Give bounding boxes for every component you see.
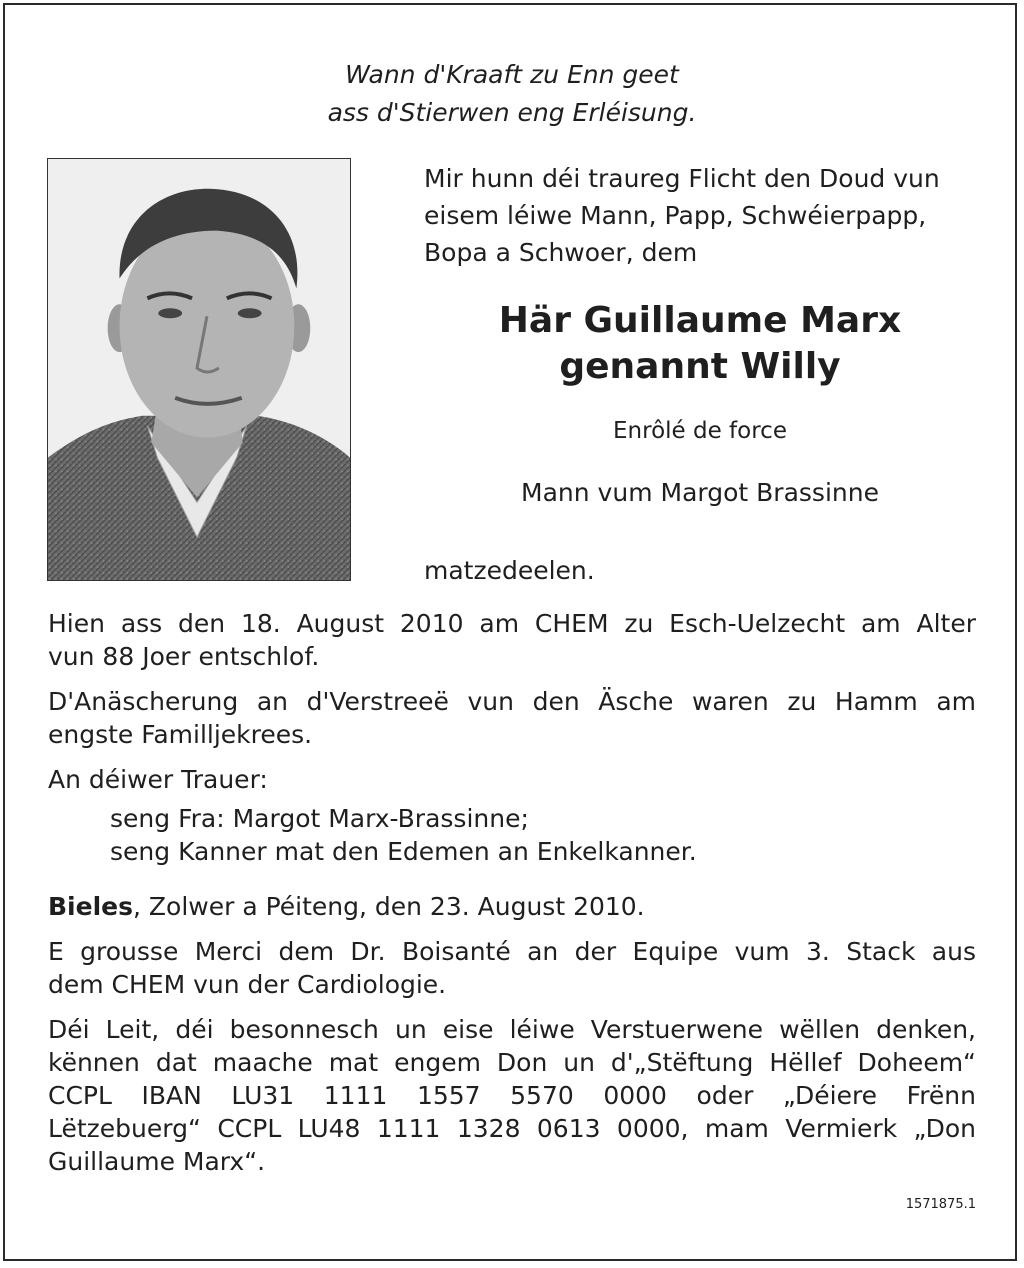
deceased-name: Här Guillaume Marx — [498, 300, 902, 341]
cremation-paragraph — [48, 685, 976, 751]
place-name: Bieles — [48, 892, 133, 921]
intro-line-3: Bopa a Schwoer, dem — [424, 238, 698, 267]
donation-line-3: CCPL IBAN LU31 1111 1557 5570 0000 oder „Déiere Frënn — [48, 1081, 976, 1110]
motto-line-1: Wann d'Kraaft zu Enn geet — [345, 60, 679, 89]
thanks-paragraph — [48, 935, 976, 1001]
donation-line-4: Lëtzebuerg“ CCPL LU48 1111 1328 0613 0000, mam Vermierk „Don — [48, 1114, 976, 1143]
notice-body — [48, 607, 976, 1190]
death-paragraph — [48, 607, 976, 673]
portrait-photo — [47, 158, 351, 581]
intro-line-1: Mir hunn déi traureg Flicht den Doud vun — [424, 164, 940, 193]
announce-verb: matzedeelen. — [424, 556, 595, 585]
deceased-alias: genannt Willy — [559, 346, 841, 387]
death-line-1: Hien ass den 18. August 2010 am CHEM zu Esch-Uelzecht am Alter — [48, 609, 976, 638]
mourners-paragraph — [48, 763, 976, 868]
place-date-rest: , Zolwer a Péiteng, den 23. August 2010. — [133, 892, 645, 921]
deceased-title: Enrôlé de force — [613, 418, 787, 444]
donation-line-1: Déi Leit, déi besonnesch un eise léiwe Verstuerwene wëllen denken, — [48, 1015, 976, 1044]
donation-line-5: Guillaume Marx“. — [48, 1147, 266, 1176]
mourners-line-1: seng Fra: Margot Marx-Brassinne; — [110, 804, 529, 833]
cremation-line-2: engste Familljekrees. — [48, 720, 313, 749]
death-line-2: vun 88 Joer entschlof. — [48, 642, 320, 671]
husband-of: Mann vum Margot Brassinne — [521, 478, 879, 507]
place-date — [48, 890, 976, 923]
reference-number: 1571875.1 — [905, 1197, 976, 1212]
deceased-name-block — [370, 298, 1024, 390]
donation-line-2: kënnen dat maache mat engem Don un d'„Stëftung Hëllef Doheem“ — [48, 1048, 976, 1077]
mourners-label: An déiwer Trauer: — [48, 765, 268, 794]
mourners-line-2: seng Kanner mat den Edemen an Enkelkanner. — [110, 837, 697, 866]
thanks-line-1: E grousse Merci dem Dr. Boisanté an der Equipe vum 3. Stack aus — [48, 937, 976, 966]
motto-line-2: ass d'Stierwen eng Erléisung. — [327, 98, 697, 127]
donation-paragraph — [48, 1013, 976, 1178]
motto — [0, 56, 1024, 132]
thanks-line-2: dem CHEM vun der Cardiologie. — [48, 970, 447, 999]
cremation-line-1: D'Anäscherung an d'Verstreeë vun den Äsche waren zu Hamm am — [48, 687, 976, 716]
intro-line-2: eisem léiwe Mann, Papp, Schwéierpapp, — [424, 201, 927, 230]
intro-text — [424, 160, 984, 271]
